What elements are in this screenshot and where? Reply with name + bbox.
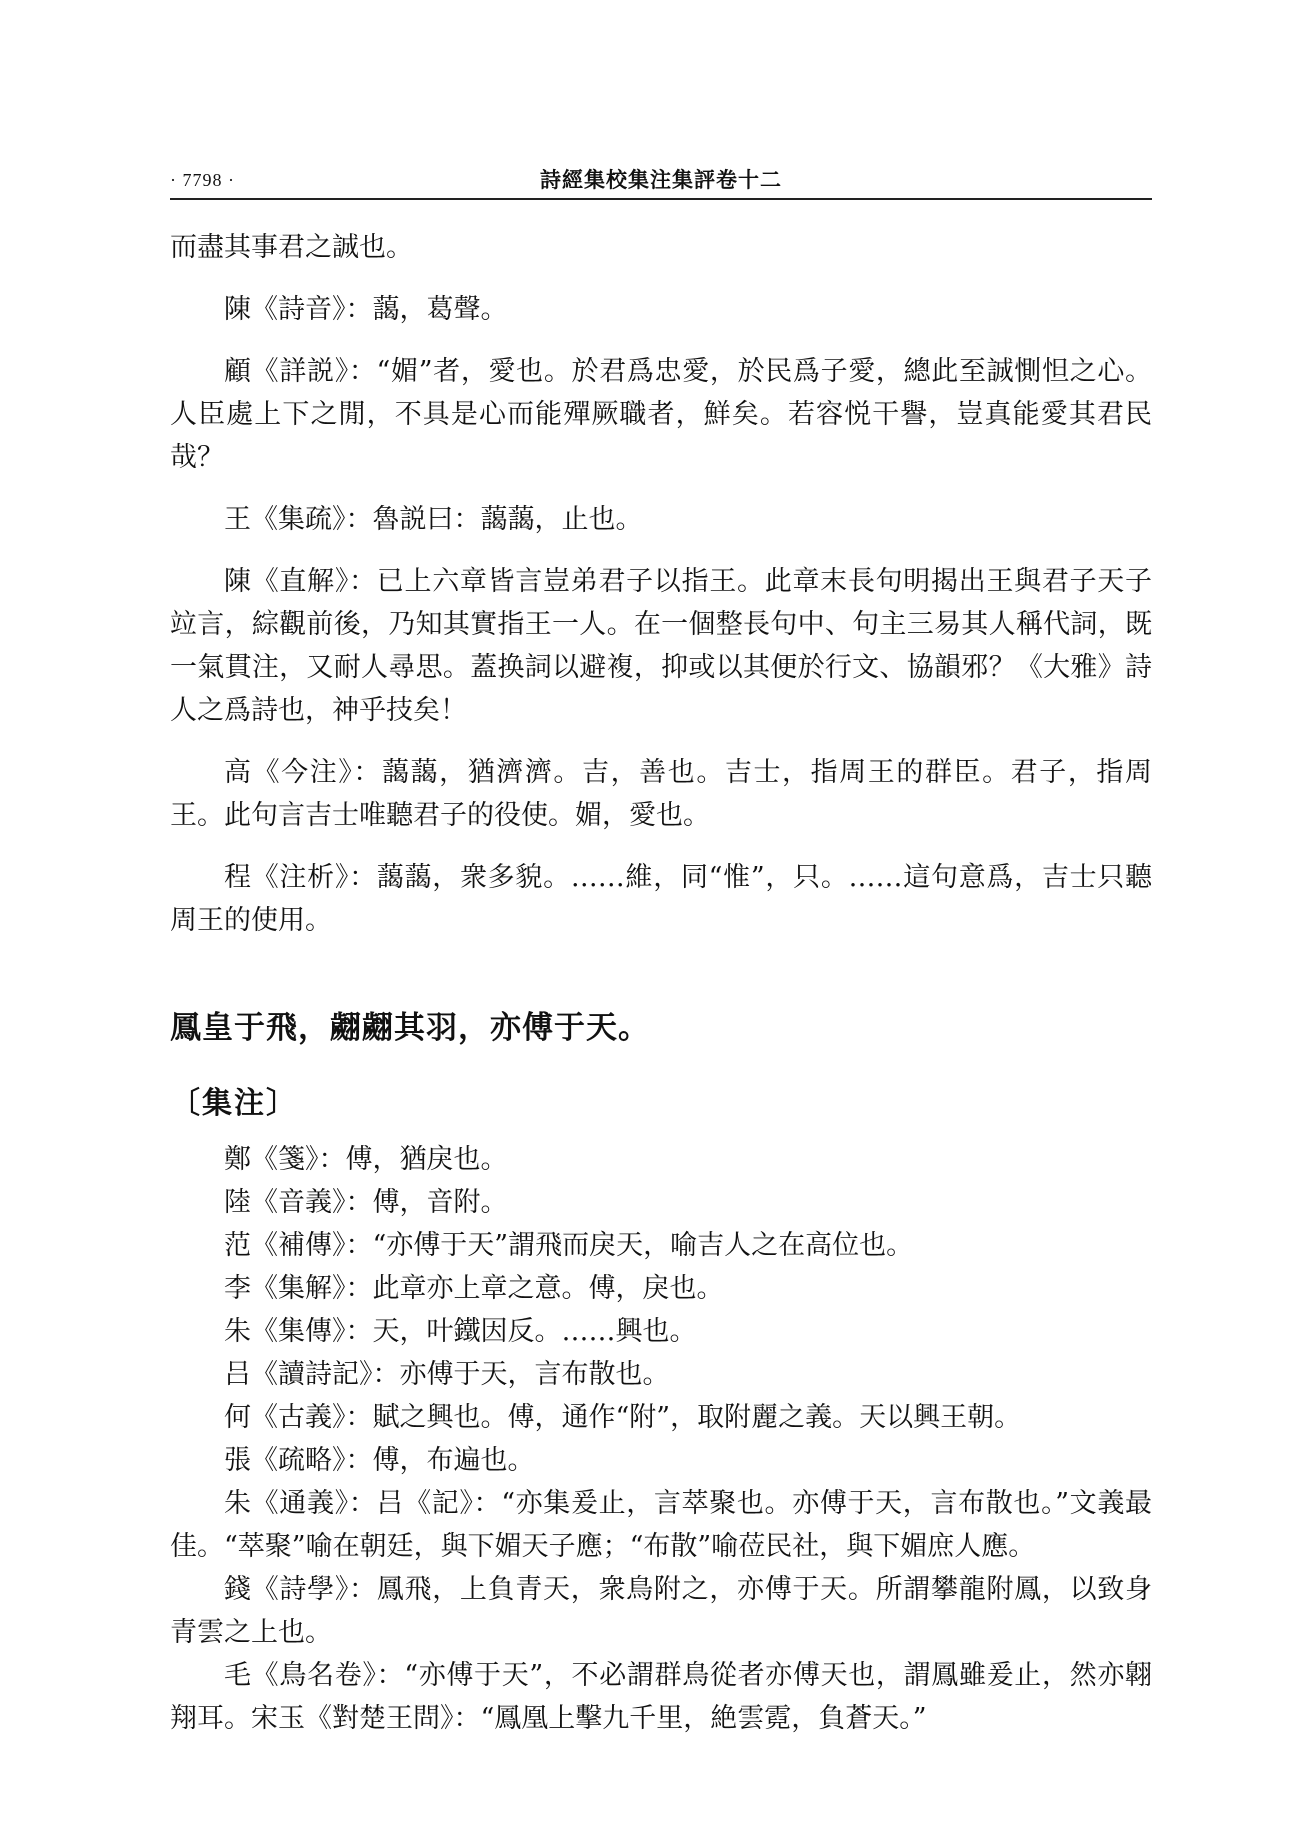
body-text: [170, 226, 1152, 1740]
paragraph: 李《集解》：此章亦上章之意。傅，戾也。: [224, 1273, 724, 1304]
paragraph: 程《注析》：藹藹，衆多貌。……維，同“惟”，只。……這句意爲，吉士只聽周王的使用。: [170, 862, 1152, 936]
page-number: · 7798 ·: [170, 170, 235, 190]
paragraph: 陸《音義》：傅，音附。: [224, 1187, 508, 1218]
paragraph: 張《疏略》：傅，布遍也。: [224, 1445, 535, 1476]
paragraph: 鄭《箋》：傅，猶戾也。: [224, 1144, 508, 1175]
paragraph: 朱《通義》：吕《記》：“亦集爰止，言萃聚也。亦傅于天，言布散也。”文義最佳。“萃聚”喻在朝廷，與下媚天子應；“布散”喻莅民社，與下媚庶人應。: [170, 1488, 1152, 1562]
paragraph: 毛《鳥名卷》：“亦傅于天”，不必謂群鳥從者亦傅天也，謂鳳雖爰止，然亦翺翔耳。宋玉《對楚王問》：“鳳凰上擊九千里，絶雲霓，負蒼天。”: [170, 1660, 1152, 1734]
page-header: [170, 168, 1152, 198]
paragraph: 而盡其事君之誠也。: [170, 232, 413, 263]
paragraph: 何《古義》：賦之興也。傅，通作“附”，取附麗之義。天以興王朝。: [224, 1402, 1022, 1433]
paragraph: 陳《詩音》：藹，葛聲。: [224, 294, 508, 325]
paragraph: 朱《集傳》：天，叶鐵因反。……興也。: [224, 1316, 697, 1347]
header-divider: [170, 198, 1152, 200]
paragraph: 顧《詳説》：“媚”者，愛也。於君爲忠愛，於民爲子愛，總此至誠惻怛之心。人臣處上下之閒，不具是心而能殫厥職者，鮮矣。若容悦干譽，豈真能愛其君民哉？: [170, 356, 1152, 473]
section-heading: 〔集注〕: [170, 1086, 298, 1121]
paragraph: 錢《詩學》：鳳飛，上負青天，衆鳥附之，亦傅于天。所謂攀龍附鳳，以致身青雲之上也。: [170, 1574, 1152, 1648]
paragraph: 王《集疏》：魯説曰：藹藹，止也。: [224, 504, 643, 535]
paragraph: 范《補傳》：“亦傅于天”謂飛而戾天，喻吉人之在高位也。: [224, 1230, 914, 1261]
paragraph: 高《今注》：藹藹，猶濟濟。吉，善也。吉士，指周王的群臣。君子，指周王。此句言吉士唯聽君子的役使。媚，愛也。: [170, 757, 1152, 831]
annotation-list: [170, 1138, 1152, 1740]
running-title: 詩經集校集注集評卷十二: [540, 167, 782, 192]
verse-heading: 鳳皇于飛，翽翽其羽，亦傅于天。: [170, 1010, 650, 1046]
paragraph: 吕《讀詩記》：亦傅于天，言布散也。: [224, 1359, 670, 1390]
paragraph: 陳《直解》：已上六章皆言豈弟君子以指王。此章末長句明揭出王與君子天子竝言，綜觀前後，乃知其實指王一人。在一個整長句中、句主三易其人稱代詞，既一氣貫注，又耐人尋思。蓋换詞以避複，抑或以其便於行文、協韻邪？《大雅》詩人之爲詩也，神乎技矣！: [170, 566, 1152, 726]
